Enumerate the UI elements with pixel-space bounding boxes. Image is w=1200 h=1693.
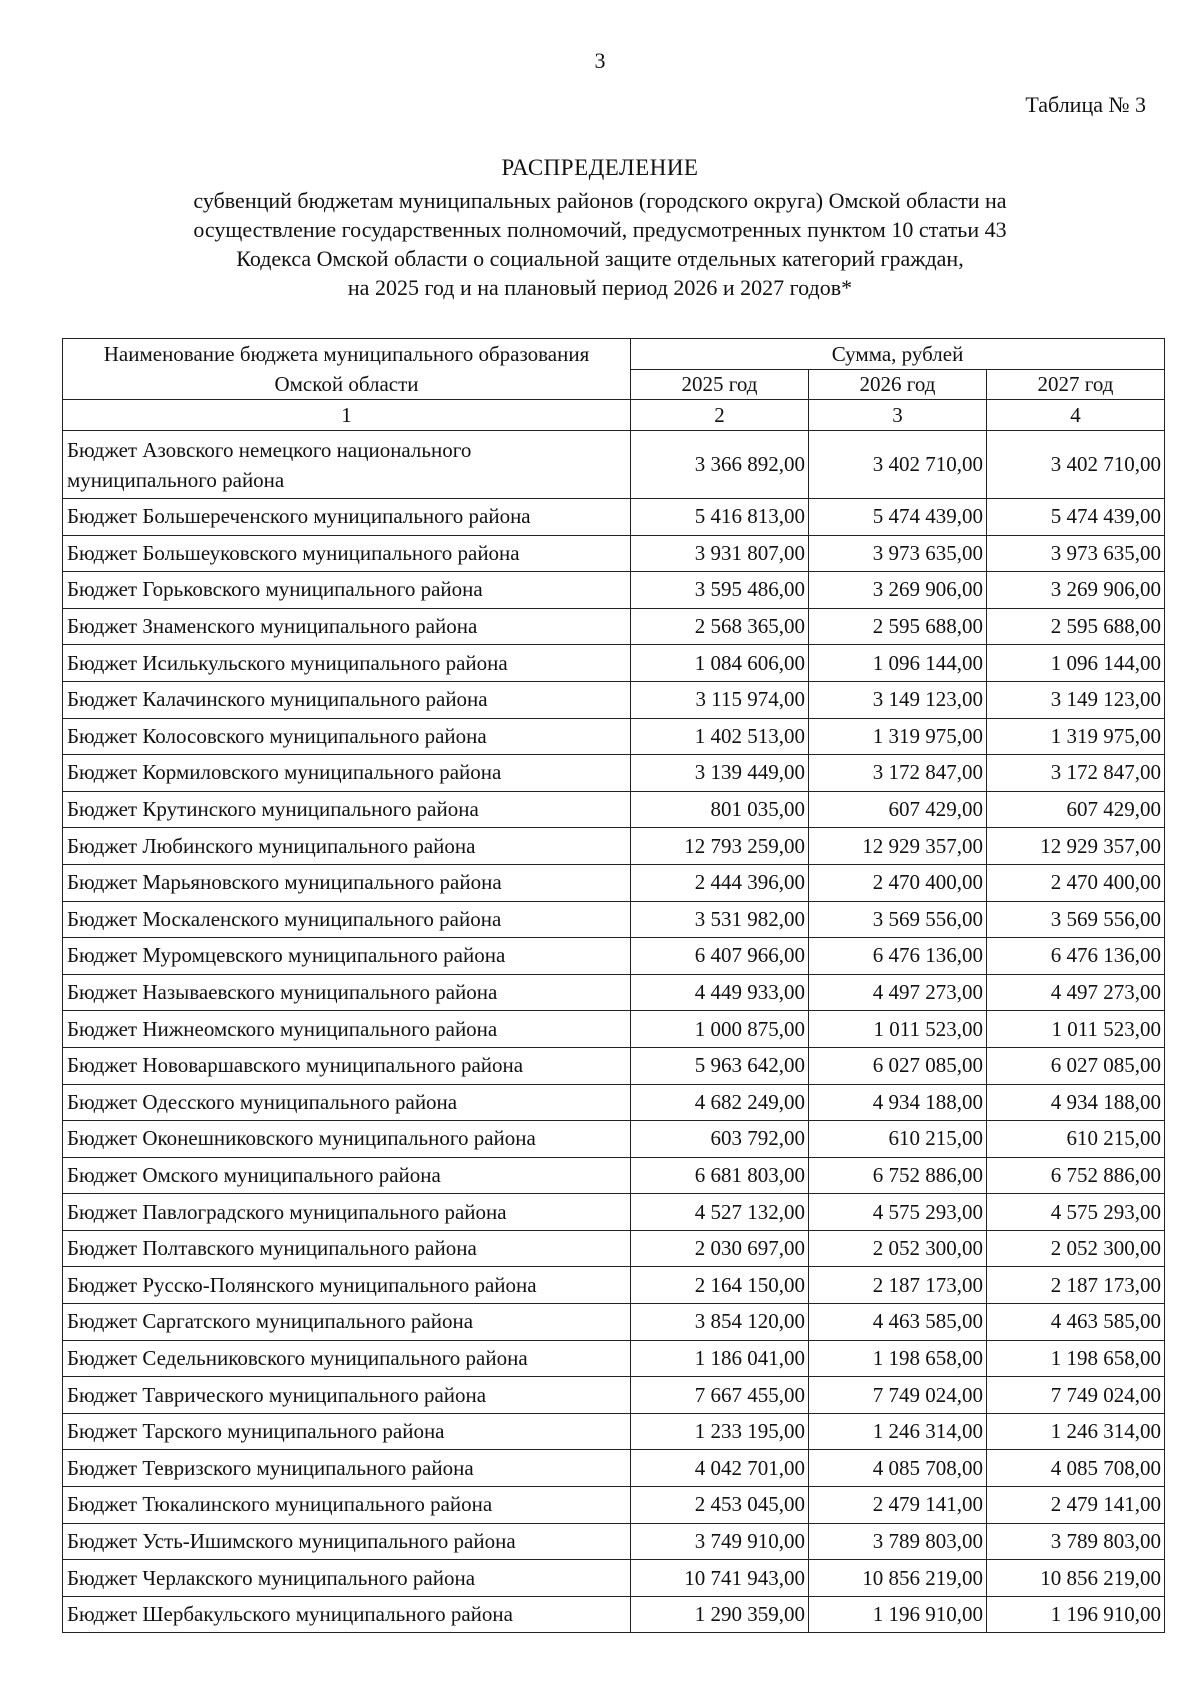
- amount-2025-cell: 2 568 365,00: [631, 608, 809, 645]
- amount-2026-cell: 1 319 975,00: [809, 718, 987, 755]
- header-budget-name: Наименование бюджета муниципального образования Омской области: [63, 339, 631, 400]
- subtitle-line: осуществление государственных полномочий, предусмотренных пунктом 10 статьи 43: [193, 217, 1007, 242]
- budget-name-cell: Бюджет Нижнеомского муниципального района: [63, 1011, 631, 1048]
- column-number: 4: [987, 400, 1165, 431]
- budget-name-cell: Бюджет Москаленского муниципального района: [63, 901, 631, 938]
- table-row: [63, 1340, 1165, 1377]
- amount-2027-cell: 2 052 300,00: [987, 1230, 1165, 1267]
- table-row: [63, 1487, 1165, 1524]
- column-number: 2: [631, 400, 809, 431]
- budget-name-cell: Бюджет Называевского муниципального района: [63, 974, 631, 1011]
- table-row: [63, 901, 1165, 938]
- budget-name-cell: Бюджет Любинского муниципального района: [63, 828, 631, 865]
- budget-name-cell: Бюджет Черлакского муниципального района: [63, 1560, 631, 1597]
- amount-2026-cell: 1 011 523,00: [809, 1011, 987, 1048]
- budget-name-cell: Бюджет Тевризского муниципального района: [63, 1450, 631, 1487]
- table-row: [63, 681, 1165, 718]
- column-number: 1: [63, 400, 631, 431]
- amount-2026-cell: 2 479 141,00: [809, 1487, 987, 1524]
- table-row: [63, 1377, 1165, 1414]
- amount-2026-cell: 2 052 300,00: [809, 1230, 987, 1267]
- amount-2026-cell: 4 575 293,00: [809, 1194, 987, 1231]
- budget-name-cell: Бюджет Муромцевского муниципального района: [63, 938, 631, 975]
- amount-2026-cell: 4 085 708,00: [809, 1450, 987, 1487]
- budget-name-cell: Бюджет Тарского муниципального района: [63, 1413, 631, 1450]
- amount-2026-cell: 2 595 688,00: [809, 608, 987, 645]
- table-row: [63, 1413, 1165, 1450]
- amount-2026-cell: 2 187 173,00: [809, 1267, 987, 1304]
- amount-2026-cell: 3 402 710,00: [809, 431, 987, 499]
- amount-2027-cell: 6 752 886,00: [987, 1157, 1165, 1194]
- table-row: [63, 1121, 1165, 1158]
- amount-2025-cell: 2 453 045,00: [631, 1487, 809, 1524]
- budget-name-cell: Бюджет Омского муниципального района: [63, 1157, 631, 1194]
- table-row: [63, 718, 1165, 755]
- amount-2026-cell: 3 269 906,00: [809, 572, 987, 609]
- budget-name-cell: Бюджет Крутинского муниципального района: [63, 791, 631, 828]
- amount-2026-cell: 4 497 273,00: [809, 974, 987, 1011]
- amount-2027-cell: 3 973 635,00: [987, 535, 1165, 572]
- header-sum: Сумма, рублей: [631, 339, 1165, 370]
- document-subtitle: [120, 186, 1080, 302]
- amount-2026-cell: 4 934 188,00: [809, 1084, 987, 1121]
- amount-2026-cell: 6 476 136,00: [809, 938, 987, 975]
- budget-name-cell: Бюджет Тюкалинского муниципального района: [63, 1487, 631, 1524]
- table-row: [63, 1084, 1165, 1121]
- amount-2025-cell: 2 444 396,00: [631, 864, 809, 901]
- table-row: [63, 1267, 1165, 1304]
- table-row: [63, 974, 1165, 1011]
- table-row: [63, 1194, 1165, 1231]
- table-row: [63, 828, 1165, 865]
- document-title: РАСПРЕДЕЛЕНИЕ: [501, 155, 699, 180]
- table-row: [63, 938, 1165, 975]
- amount-2027-cell: 4 575 293,00: [987, 1194, 1165, 1231]
- amount-2025-cell: 1 084 606,00: [631, 645, 809, 682]
- table-row: [63, 608, 1165, 645]
- amount-2025-cell: 7 667 455,00: [631, 1377, 809, 1414]
- amount-2027-cell: 2 187 173,00: [987, 1267, 1165, 1304]
- table-row: [63, 1304, 1165, 1341]
- table-row: [63, 499, 1165, 536]
- amount-2025-cell: 3 531 982,00: [631, 901, 809, 938]
- amount-2027-cell: 607 429,00: [987, 791, 1165, 828]
- budget-name-cell: Бюджет Оконешниковского муниципального района: [63, 1121, 631, 1158]
- amount-2026-cell: 2 470 400,00: [809, 864, 987, 901]
- amount-2027-cell: 3 269 906,00: [987, 572, 1165, 609]
- amount-2025-cell: 3 931 807,00: [631, 535, 809, 572]
- amount-2026-cell: 6 027 085,00: [809, 1047, 987, 1084]
- budget-name-cell: Бюджет Кормиловского муниципального района: [63, 755, 631, 792]
- table-row: [63, 1157, 1165, 1194]
- budget-name-cell: Бюджет Полтавского муниципального района: [63, 1230, 631, 1267]
- amount-2026-cell: 3 149 123,00: [809, 681, 987, 718]
- amount-2026-cell: 3 789 803,00: [809, 1523, 987, 1560]
- amount-2027-cell: 2 470 400,00: [987, 864, 1165, 901]
- amount-2026-cell: 1 198 658,00: [809, 1340, 987, 1377]
- amount-2027-cell: 1 319 975,00: [987, 718, 1165, 755]
- amount-2025-cell: 1 186 041,00: [631, 1340, 809, 1377]
- budget-name-cell: Бюджет Седельниковского муниципального района: [63, 1340, 631, 1377]
- budget-name-cell: Бюджет Марьяновского муниципального района: [63, 864, 631, 901]
- amount-2027-cell: 610 215,00: [987, 1121, 1165, 1158]
- header-year-2025: 2025 год: [631, 369, 809, 400]
- amount-2025-cell: 4 042 701,00: [631, 1450, 809, 1487]
- table-row: [63, 1230, 1165, 1267]
- budget-name-cell: Бюджет Павлоградского муниципального района: [63, 1194, 631, 1231]
- amount-2027-cell: 1 198 658,00: [987, 1340, 1165, 1377]
- amount-2026-cell: 3 172 847,00: [809, 755, 987, 792]
- amount-2027-cell: 3 569 556,00: [987, 901, 1165, 938]
- budget-name-cell: Бюджет Русско-Полянского муниципального района: [63, 1267, 631, 1304]
- column-number: 3: [809, 400, 987, 431]
- table-row: [63, 1011, 1165, 1048]
- amount-2025-cell: 2 030 697,00: [631, 1230, 809, 1267]
- amount-2027-cell: 2 595 688,00: [987, 608, 1165, 645]
- amount-2027-cell: 1 011 523,00: [987, 1011, 1165, 1048]
- table-row: [63, 1523, 1165, 1560]
- amount-2027-cell: 6 027 085,00: [987, 1047, 1165, 1084]
- amount-2027-cell: 4 497 273,00: [987, 974, 1165, 1011]
- amount-2026-cell: 607 429,00: [809, 791, 987, 828]
- amount-2025-cell: 3 366 892,00: [631, 431, 809, 499]
- amount-2027-cell: 12 929 357,00: [987, 828, 1165, 865]
- amount-2025-cell: 10 741 943,00: [631, 1560, 809, 1597]
- amount-2026-cell: 3 973 635,00: [809, 535, 987, 572]
- amount-2026-cell: 3 569 556,00: [809, 901, 987, 938]
- amount-2026-cell: 1 196 910,00: [809, 1596, 987, 1633]
- page-number: 3: [594, 48, 606, 73]
- amount-2025-cell: 6 407 966,00: [631, 938, 809, 975]
- table-row: [63, 864, 1165, 901]
- header-year-2026: 2026 год: [809, 369, 987, 400]
- amount-2025-cell: 12 793 259,00: [631, 828, 809, 865]
- table-row: [63, 431, 1165, 499]
- amount-2026-cell: 4 463 585,00: [809, 1304, 987, 1341]
- header-year-2027: 2027 год: [987, 369, 1165, 400]
- budget-name-cell: Бюджет Усть-Ишимского муниципального района: [63, 1523, 631, 1560]
- amount-2027-cell: 1 246 314,00: [987, 1413, 1165, 1450]
- amount-2025-cell: 3 139 449,00: [631, 755, 809, 792]
- table-row: [63, 1450, 1165, 1487]
- amount-2027-cell: 3 172 847,00: [987, 755, 1165, 792]
- amount-2027-cell: 2 479 141,00: [987, 1487, 1165, 1524]
- budget-name-cell: Бюджет Азовского немецкого национального муниципального района: [63, 431, 631, 499]
- amount-2025-cell: 2 164 150,00: [631, 1267, 809, 1304]
- amount-2027-cell: 1 096 144,00: [987, 645, 1165, 682]
- amount-2025-cell: 1 290 359,00: [631, 1596, 809, 1633]
- amount-2025-cell: 801 035,00: [631, 791, 809, 828]
- amount-2026-cell: 1 246 314,00: [809, 1413, 987, 1450]
- distribution-table: [62, 338, 1165, 1633]
- amount-2026-cell: 1 096 144,00: [809, 645, 987, 682]
- amount-2025-cell: 4 449 933,00: [631, 974, 809, 1011]
- budget-name-cell: Бюджет Колосовского муниципального района: [63, 718, 631, 755]
- amount-2025-cell: 3 854 120,00: [631, 1304, 809, 1341]
- amount-2027-cell: 3 149 123,00: [987, 681, 1165, 718]
- budget-name-cell: Бюджет Калачинского муниципального района: [63, 681, 631, 718]
- amount-2027-cell: 4 085 708,00: [987, 1450, 1165, 1487]
- amount-2026-cell: 10 856 219,00: [809, 1560, 987, 1597]
- table-row: [63, 1047, 1165, 1084]
- budget-name-cell: Бюджет Знаменского муниципального района: [63, 608, 631, 645]
- amount-2025-cell: 4 682 249,00: [631, 1084, 809, 1121]
- amount-2025-cell: 6 681 803,00: [631, 1157, 809, 1194]
- amount-2026-cell: 12 929 357,00: [809, 828, 987, 865]
- budget-name-cell: Бюджет Большереченского муниципального района: [63, 499, 631, 536]
- budget-name-cell: Бюджет Одесского муниципального района: [63, 1084, 631, 1121]
- amount-2025-cell: 5 963 642,00: [631, 1047, 809, 1084]
- amount-2025-cell: 3 115 974,00: [631, 681, 809, 718]
- table-body: [63, 431, 1165, 1633]
- budget-name-cell: Бюджет Саргатского муниципального района: [63, 1304, 631, 1341]
- budget-name-cell: Бюджет Горьковского муниципального района: [63, 572, 631, 609]
- amount-2027-cell: 10 856 219,00: [987, 1560, 1165, 1597]
- subtitle-line: субвенций бюджетам муниципальных районов (городского округа) Омской области на: [193, 188, 1007, 213]
- table-row: [63, 755, 1165, 792]
- table-row: [63, 535, 1165, 572]
- amount-2026-cell: 610 215,00: [809, 1121, 987, 1158]
- budget-name-cell: Бюджет Исилькульского муниципального района: [63, 645, 631, 682]
- amount-2027-cell: 4 463 585,00: [987, 1304, 1165, 1341]
- amount-2026-cell: 5 474 439,00: [809, 499, 987, 536]
- table-row: [63, 645, 1165, 682]
- amount-2025-cell: 3 595 486,00: [631, 572, 809, 609]
- amount-2026-cell: 6 752 886,00: [809, 1157, 987, 1194]
- table-row: [63, 1596, 1165, 1633]
- amount-2027-cell: 7 749 024,00: [987, 1377, 1165, 1414]
- amount-2025-cell: 1 402 513,00: [631, 718, 809, 755]
- budget-name-cell: Бюджет Нововаршавского муниципального района: [63, 1047, 631, 1084]
- amount-2027-cell: 3 402 710,00: [987, 431, 1165, 499]
- budget-name-cell: Бюджет Шербакульского муниципального района: [63, 1596, 631, 1633]
- amount-2027-cell: 4 934 188,00: [987, 1084, 1165, 1121]
- amount-2026-cell: 7 749 024,00: [809, 1377, 987, 1414]
- amount-2025-cell: 5 416 813,00: [631, 499, 809, 536]
- table-row: [63, 1560, 1165, 1597]
- amount-2025-cell: 3 749 910,00: [631, 1523, 809, 1560]
- amount-2025-cell: 603 792,00: [631, 1121, 809, 1158]
- amount-2025-cell: 4 527 132,00: [631, 1194, 809, 1231]
- amount-2027-cell: 3 789 803,00: [987, 1523, 1165, 1560]
- amount-2027-cell: 1 196 910,00: [987, 1596, 1165, 1633]
- subtitle-line: Кодекса Омской области о социальной защите отдельных категорий граждан,: [236, 246, 964, 271]
- table-row: [63, 572, 1165, 609]
- amount-2025-cell: 1 233 195,00: [631, 1413, 809, 1450]
- table-label: Таблица № 3: [1025, 92, 1146, 117]
- amount-2027-cell: 6 476 136,00: [987, 938, 1165, 975]
- budget-name-cell: Бюджет Большеуковского муниципального района: [63, 535, 631, 572]
- amount-2025-cell: 1 000 875,00: [631, 1011, 809, 1048]
- amount-2027-cell: 5 474 439,00: [987, 499, 1165, 536]
- table-row: [63, 791, 1165, 828]
- budget-name-cell: Бюджет Таврического муниципального района: [63, 1377, 631, 1414]
- subtitle-line: на 2025 год и на плановый период 2026 и 2027 годов*: [347, 275, 853, 300]
